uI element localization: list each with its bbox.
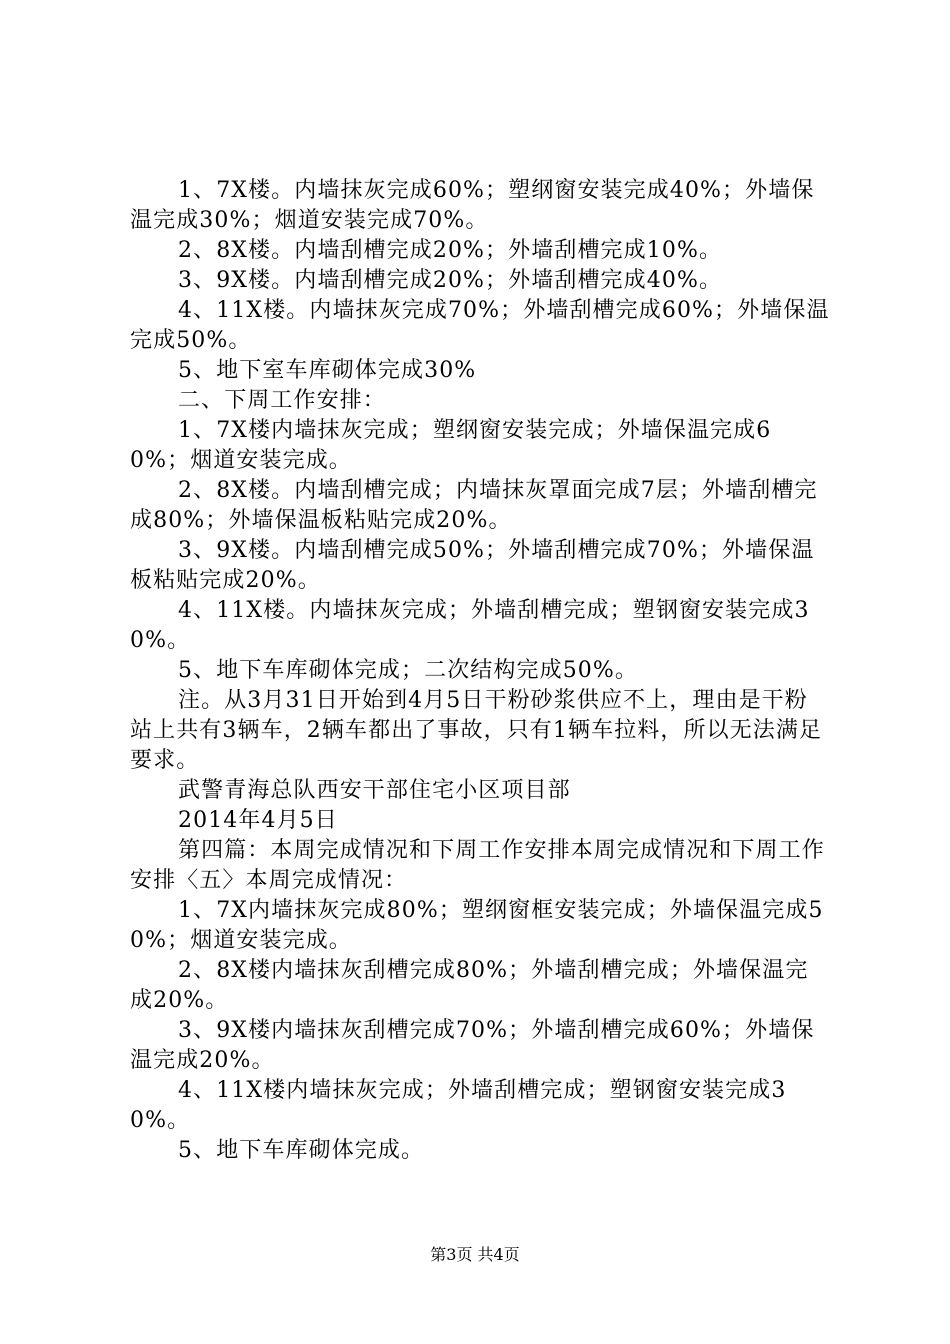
document-body [130,176,830,1166]
paragraph-19: 4、11X楼内墙抹灰完成；外墙刮槽完成；塑钢窗安装完成30%。 [130,1078,787,1133]
paragraph-8: 2、8X楼。内墙刮槽完成；内墙抹灰罩面完成7层；外墙刮槽完成80%；外墙保温板粘贴完成20%。 [130,478,818,533]
signature-org: 武警青海总队西安干部住宅小区项目部 [178,778,571,803]
paragraph-9: 3、9X楼。内墙刮槽完成50%；外墙刮槽完成70%；外墙保温板粘贴完成20%。 [130,538,815,593]
signature-date: 2014年4月5日 [178,808,338,833]
paragraph-10: 4、11X楼。内墙抹灰完成；外墙刮槽完成；塑钢窗安装完成30%。 [130,598,810,653]
paragraph-20: 5、地下车库砌体完成。 [178,1138,425,1163]
paragraph-18: 3、9X楼内墙抹灰刮槽完成70%；外墙刮槽完成60%；外墙保温完成20%。 [130,1018,815,1073]
paragraph-11: 5、地下车库砌体完成；二次结构完成50%。 [178,658,638,683]
paragraph-2: 2、8X楼。内墙刮槽完成20%；外墙刮槽完成10%。 [178,238,723,263]
paragraph-1: 1、7X楼。内墙抹灰完成60%；塑纲窗安装完成40%；外墙保温完成30%；烟道安装完成70%。 [130,178,815,233]
page-number-footer: 第3页 共4页 [430,1245,520,1264]
note-paragraph: 注。从3月31日开始到4月5日干粉砂浆供应不上，理由是干粉站上共有3辆车，2辆车都出了事故，只有1辆车拉料，所以无法满足要求。 [130,688,823,773]
paragraph-17: 2、8X楼内墙抹灰刮槽完成80%；外墙刮槽完成；外墙保温完成20%。 [130,958,809,1013]
paragraph-16: 1、7X内墙抹灰完成80%；塑纲窗框安装完成；外墙保温完成50%；烟道安装完成。 [130,898,824,953]
section-heading-next-week: 二、下周工作安排： [178,388,386,413]
paragraph-7: 1、7X楼内墙抹灰完成；塑纲窗安装完成；外墙保温完成60%；烟道安装完成。 [130,418,772,473]
chapter-heading-4: 第四篇：本周完成情况和下周工作安排本周完成情况和下周工作安排〈五〉本周完成情况： [130,838,825,893]
paragraph-3: 3、9X楼。内墙刮槽完成20%；外墙刮槽完成40%。 [178,268,723,293]
paragraph-5: 5、地下室车库砌体完成30% [178,358,477,383]
paragraph-4: 4、11X楼。内墙抹灰完成70%；外墙刮槽完成60%；外墙保温完成50%。 [130,298,830,353]
